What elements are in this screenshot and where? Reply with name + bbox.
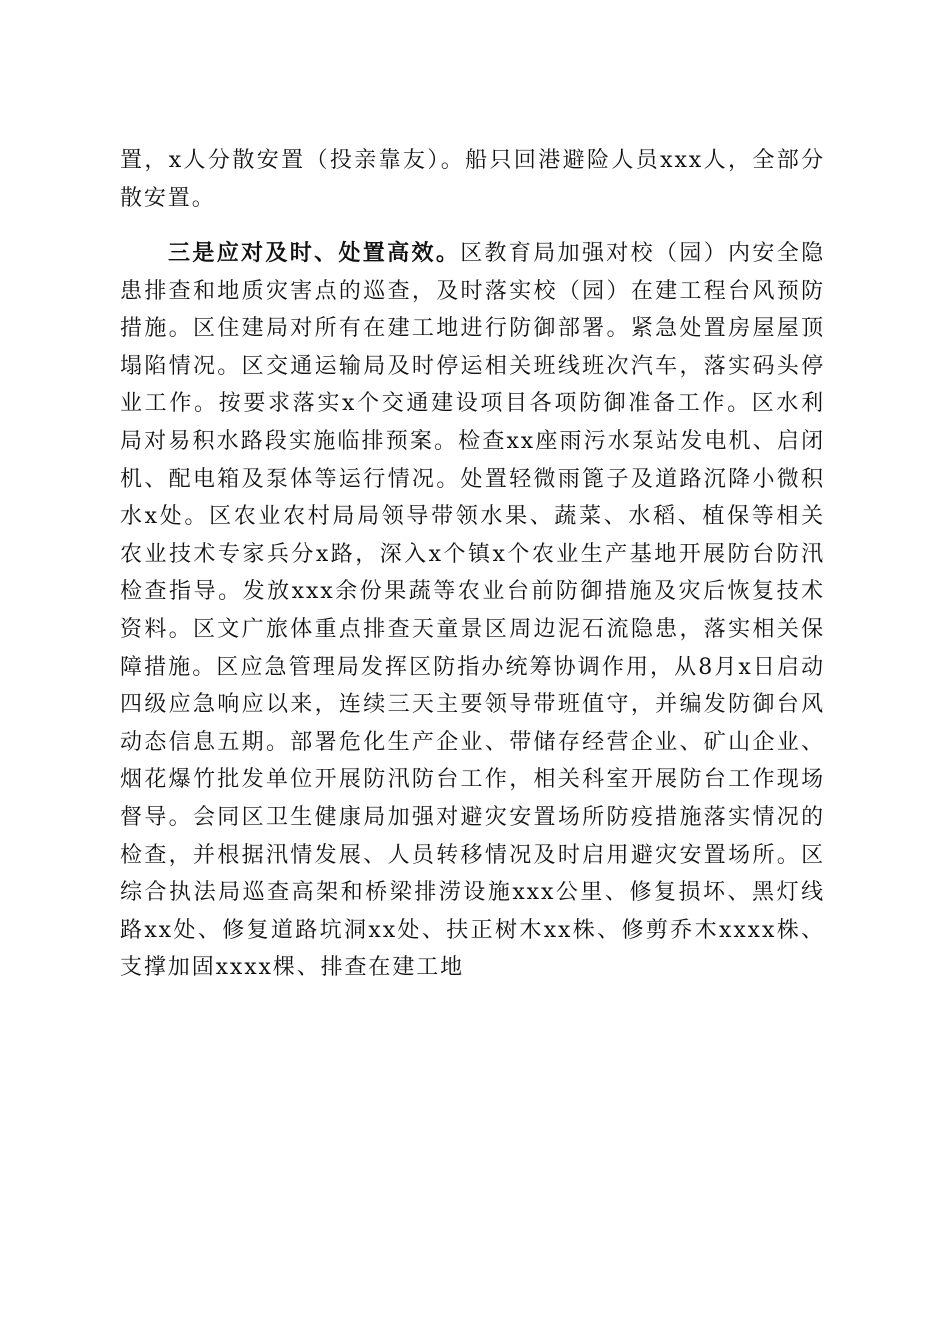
paragraph-1-text: 置，x人分散安置（投亲靠友）。船只回港避险人员xxx人，全部分散安置。: [120, 148, 825, 211]
paragraph-response: [120, 235, 825, 987]
paragraph-2: [120, 235, 825, 987]
paragraph-continuation: [120, 142, 825, 217]
paragraph-1: [120, 142, 825, 217]
paragraph-2-lead: 三是应对及时、处置高效。: [168, 240, 461, 266]
paragraph-2-text: 区教育局加强对校（园）内安全隐患排查和地质灾害点的巡查，及时落实校（园）在建工程台风预防措施。区住建局对所有在建工地进行防御部署。紧急处置房屋屋顶塌陷情况。区交通运输局及时停运相关班线班次汽车，落实码头停业工作。按要求落实x个交通建设项目各项防御准备工作。区水利局对易积水路段实施临排预案。检查xx座雨污水泵站发电机、启闭机、配电箱及泵体等运行情况。处置轻微雨篦子及道路沉降小微积水x处。区农业农村局局领导带领水果、蔬菜、水稻、植保等相关农业技术专家兵分x路，深入x个镇x个农业生产基地开展防台防汛检查指导。发放xxx余份果蔬等农业台前防御措施及灾后恢复技术资料。区文广旅体重点排查天童景区周边泥石流隐患，落实相关保障措施。区应急管理局发挥区防指办统筹协调作用，从8月x日启动四级应急响应以来，连续三天主要领导带班值守，并编发防御台风动态信息五期。部署危化生产企业、带储存经营企业、矿山企业、烟花爆竹批发单位开展防汛防台工作，相关科室开展防台工作现场督导。会同区卫生健康局加强对避灾安置场所防疫措施落实情况的检查，并根据汛情发展、人员转移情况及时启用避灾安置场所。区综合执法局巡查高架和桥梁排涝设施xxx公里、修复损坏、黑灯线路xx处、修复道路坑洞xx处、扶正树木xx株、修剪乔木xxxx株、支撑加固xxxx棵、排查在建工地: [120, 241, 825, 981]
